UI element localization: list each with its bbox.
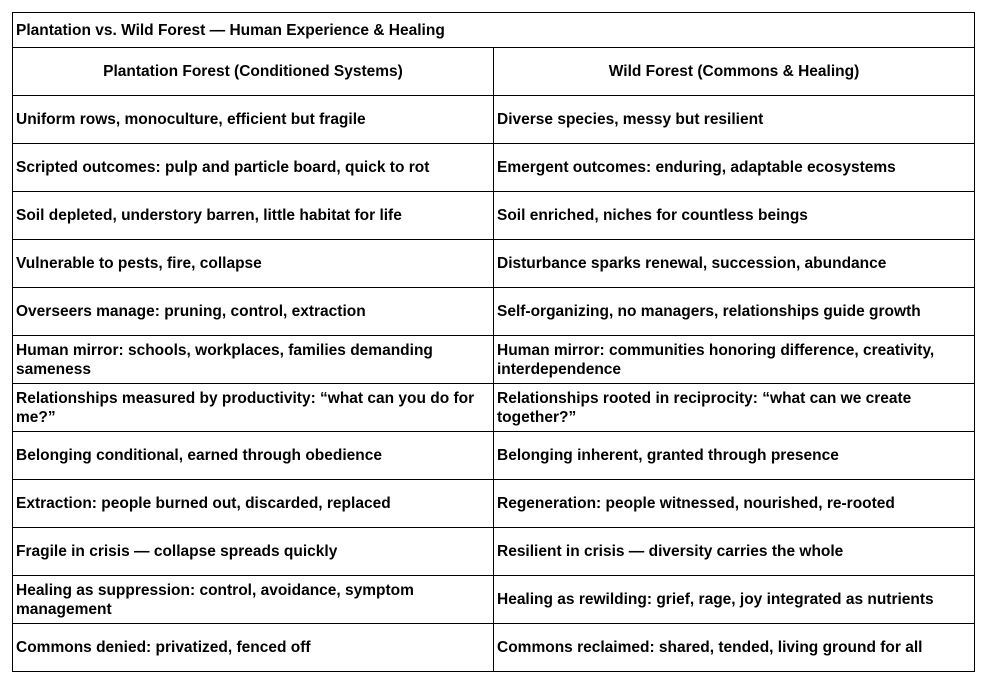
plantation-cell: Relationships measured by productivity: “what can you do for me?” <box>13 384 494 432</box>
plantation-cell: Extraction: people burned out, discarded, replaced <box>13 480 494 528</box>
table-title: Plantation vs. Wild Forest — Human Experience & Healing <box>13 13 975 48</box>
plantation-cell: Human mirror: schools, workplaces, families demanding sameness <box>13 336 494 384</box>
wild-cell: Belonging inherent, granted through presence <box>494 432 975 480</box>
wild-cell: Disturbance sparks renewal, succession, abundance <box>494 240 975 288</box>
plantation-cell: Uniform rows, monoculture, efficient but fragile <box>13 96 494 144</box>
plantation-cell: Overseers manage: pruning, control, extraction <box>13 288 494 336</box>
plantation-cell: Scripted outcomes: pulp and particle board, quick to rot <box>13 144 494 192</box>
plantation-cell: Belonging conditional, earned through obedience <box>13 432 494 480</box>
table-row <box>13 384 975 432</box>
title-row <box>13 13 975 48</box>
table-row <box>13 288 975 336</box>
comparison-table <box>12 12 975 672</box>
wild-cell: Soil enriched, niches for countless beings <box>494 192 975 240</box>
table-row <box>13 576 975 624</box>
plantation-cell: Healing as suppression: control, avoidance, symptom management <box>13 576 494 624</box>
wild-cell: Healing as rewilding: grief, rage, joy integrated as nutrients <box>494 576 975 624</box>
column-header-plantation: Plantation Forest (Conditioned Systems) <box>13 48 494 96</box>
wild-cell: Resilient in crisis — diversity carries the whole <box>494 528 975 576</box>
plantation-cell: Commons denied: privatized, fenced off <box>13 624 494 672</box>
plantation-cell: Vulnerable to pests, fire, collapse <box>13 240 494 288</box>
column-header-wild: Wild Forest (Commons & Healing) <box>494 48 975 96</box>
table-row <box>13 432 975 480</box>
wild-cell: Relationships rooted in reciprocity: “what can we create together?” <box>494 384 975 432</box>
table-row <box>13 96 975 144</box>
table-row <box>13 528 975 576</box>
table-row <box>13 240 975 288</box>
table-row <box>13 624 975 672</box>
plantation-cell: Fragile in crisis — collapse spreads quickly <box>13 528 494 576</box>
wild-cell: Human mirror: communities honoring difference, creativity, interdependence <box>494 336 975 384</box>
table-row <box>13 480 975 528</box>
wild-cell: Diverse species, messy but resilient <box>494 96 975 144</box>
table-row <box>13 192 975 240</box>
wild-cell: Emergent outcomes: enduring, adaptable ecosystems <box>494 144 975 192</box>
table-row <box>13 144 975 192</box>
header-row <box>13 48 975 96</box>
table-body <box>13 13 975 672</box>
wild-cell: Commons reclaimed: shared, tended, living ground for all <box>494 624 975 672</box>
wild-cell: Self-organizing, no managers, relationships guide growth <box>494 288 975 336</box>
plantation-cell: Soil depleted, understory barren, little habitat for life <box>13 192 494 240</box>
table-row <box>13 336 975 384</box>
wild-cell: Regeneration: people witnessed, nourished, re-rooted <box>494 480 975 528</box>
